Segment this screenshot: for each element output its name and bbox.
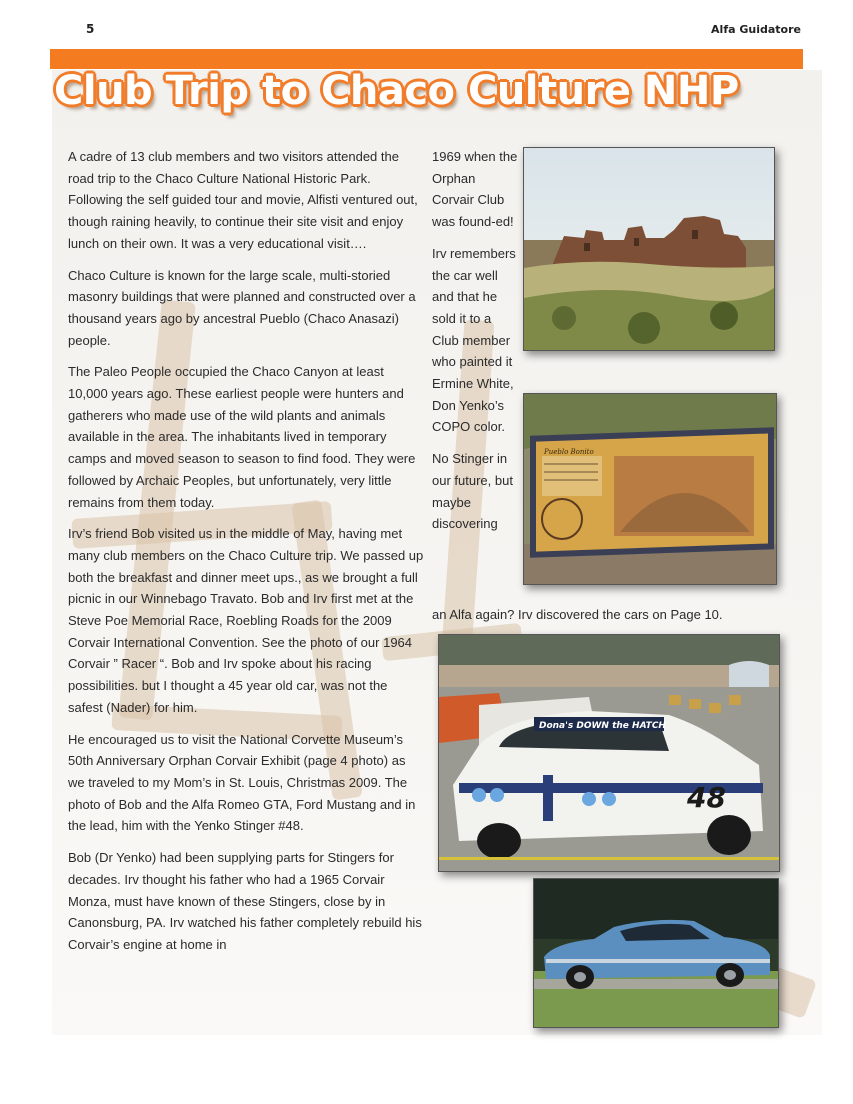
paragraph: The Paleo People occupied the Chaco Canyon at least 10,000 years ago. These earliest people were hunters and gatherers who made use of the wild plants and animals available in the area. The inhabitants lived in temporary camps and moved season to season to find food. They were followed by Archaic Peoples, but unfortunately, very little remains from them today. (68, 364, 416, 510)
photo-interpretive-sign (523, 393, 777, 585)
paragraph: Bob (Dr Yenko) had been supplying parts for Stingers for decades. Irv thought his father who had a 1965 Corvair Monza, must have known of these Stingers, close by in Canonsburg, PA. Irv watched his father completely rebuild his Corvair’s engine at home in (68, 850, 422, 952)
paragraph: He encouraged us to visit the National Corvette Museum’s 50th Anniversary Orphan Corvair Exhibit (page 4 photo) as we traveled to my Mom’s in St. Louis, Christmas 2009. The photo of Bob and the Alfa Romeo GTA, Ford Mustang and in the lead, him with the Yenko Stinger #48. (68, 731, 416, 834)
paragraph: Irv remembers the car well and that he sold it to a Club member who painted it Ermine White, Don Yenko’s COPO color. (432, 245, 516, 435)
photo-race-cars (438, 634, 780, 872)
photo-blue-corvair (533, 878, 779, 1028)
photo-chaco-ruins (523, 147, 775, 351)
continuation-line: an Alfa again? Irv discovered the cars on Page 10. (432, 607, 723, 622)
orange-header-bar (50, 49, 803, 69)
paragraph: 1969 when the Orphan Corvair Club was found-ed! (432, 149, 518, 230)
page-number: 5 (86, 22, 95, 36)
publication-name: Alfa Guidatore (711, 23, 801, 36)
right-text-column (432, 146, 520, 545)
article-title: Club Trip to Chaco Culture NHP (54, 68, 739, 114)
race-car-number: 48 (687, 781, 726, 814)
race-car-banner: Dona's DOWN the HATCH (539, 721, 666, 731)
paragraph: A cadre of 13 club members and two visitors attended the road trip to the Chaco Culture National Historic Park. Following the self guided tour and movie, Alfisti ventured out, though raining heavily, to continue their site visit and enjoy lunch on their own. It was a very educational visit…. (68, 149, 418, 251)
paragraph: No Stinger in our future, but maybe discovering (432, 451, 513, 532)
paragraph: Chaco Culture is known for the large scale, multi-storied masonry buildings that were planned and constructed over a thousand years ago by ancestral Pueblo (Chaco Anasazi) people. (68, 267, 416, 348)
sign-title: Pueblo Bonito (544, 448, 594, 456)
left-text-column (68, 146, 424, 966)
paragraph: Irv’s friend Bob visited us in the middle of May, having met many club members on the Chaco Culture trip. We passed up both the breakfast and dinner meet ups., as we brought a full picnic in our Winnebago Travato. Bob and Irv first met at the Steve Poe Memorial Race, Roebling Roads for the 2009 Corvair International Convention. See the photo of our 1964 Corvair ” Racer “. Bob and Irv spoke about his racing possibilities. but I thought a 45 year old car, was not the safest (Nader) for him. (68, 526, 424, 715)
